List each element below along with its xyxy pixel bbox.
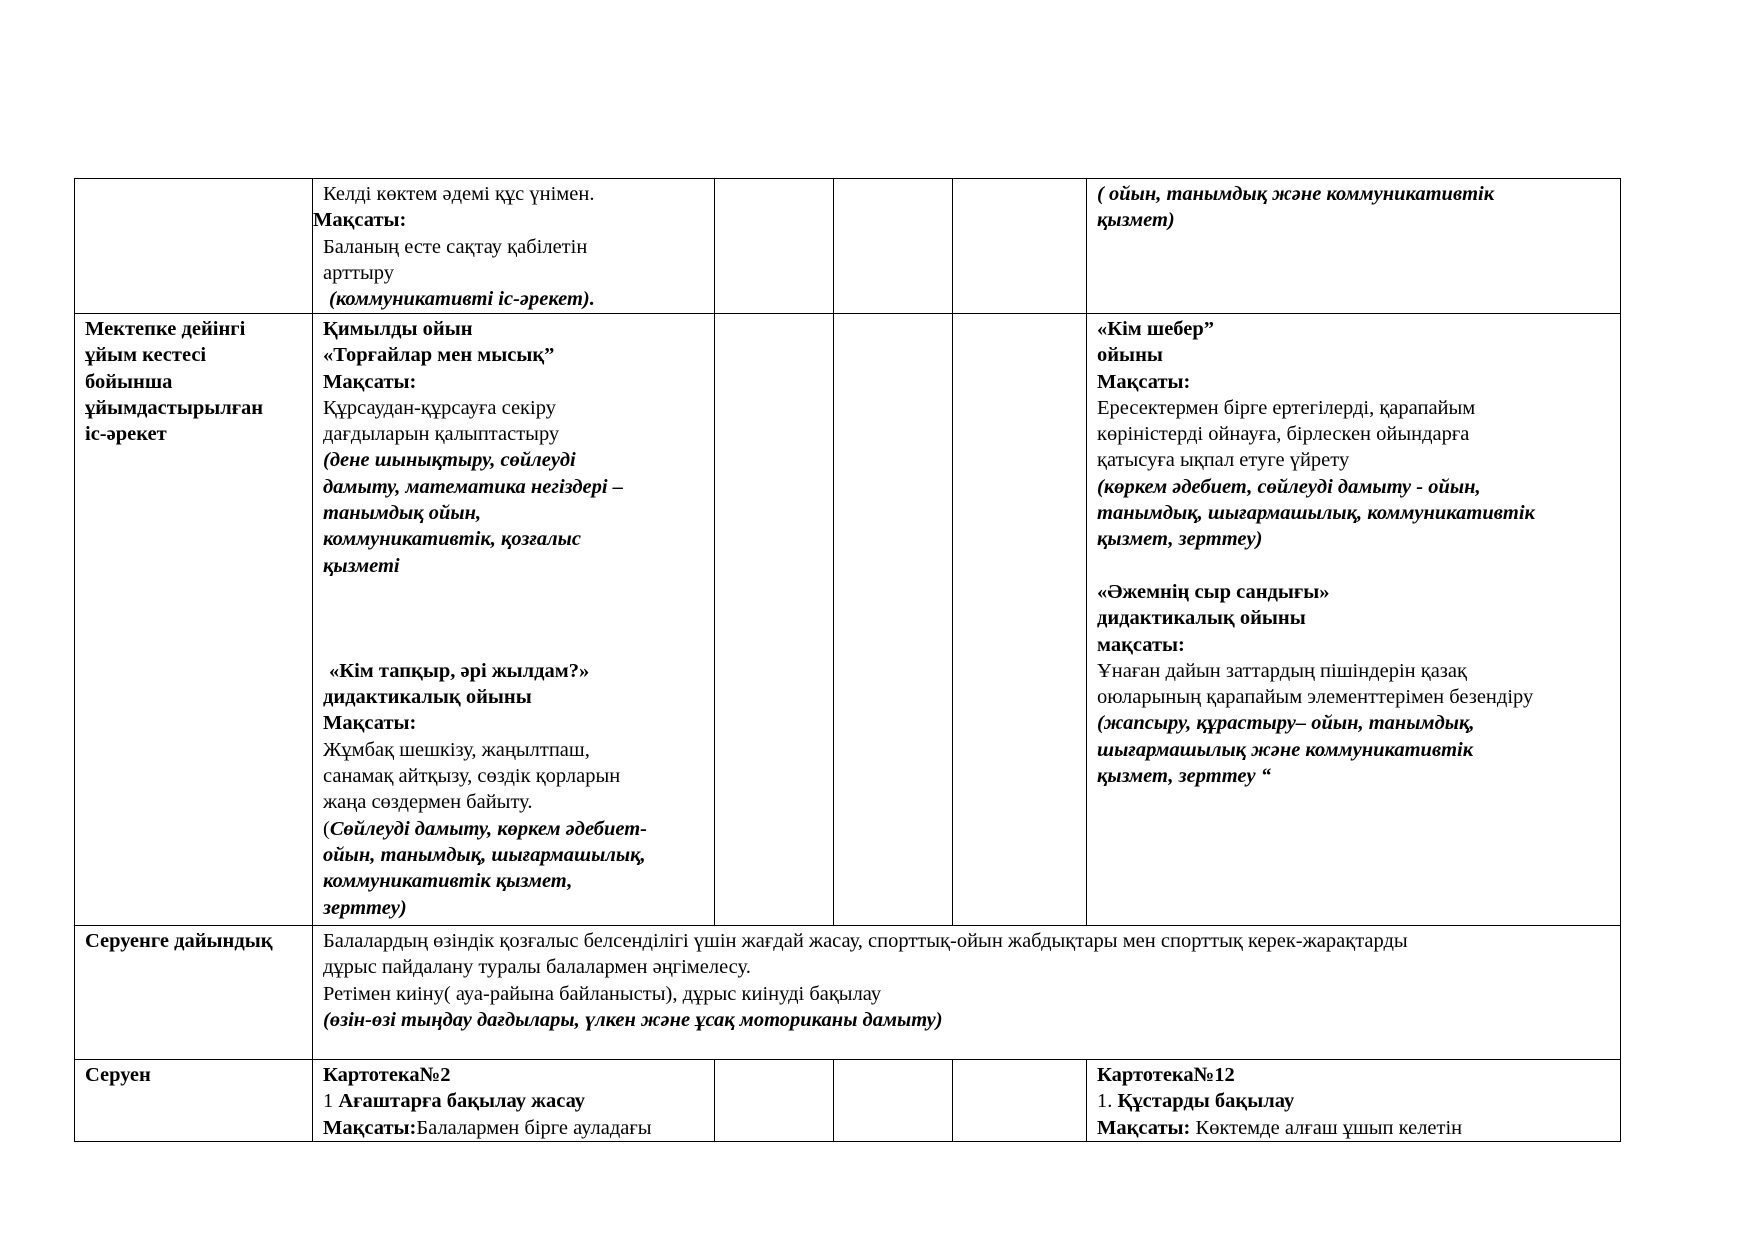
empty-cell xyxy=(715,314,834,926)
body-text: Балалардың өзіндік қозғалыс белсенділігі үшін жағдай жасау, спорттық-ойын жабдықтары мен спорттық керек-жарақтарды xyxy=(323,930,1408,952)
activity-cell xyxy=(1087,314,1621,926)
activity-areas: (дене шынықтыру, сөйлеуді xyxy=(323,449,576,472)
row-label-cell xyxy=(75,1060,313,1142)
goal-line xyxy=(323,1115,704,1141)
goal-line xyxy=(1097,1115,1610,1141)
schedule-table xyxy=(74,178,1621,1142)
empty-cell xyxy=(834,179,953,314)
goal-text: дағдыларын қалыптастыру xyxy=(323,423,560,446)
activity-cell xyxy=(313,314,715,926)
activity-areas: коммуникативтік қызмет, xyxy=(323,870,573,893)
activity-areas: танымдық, шығармашылық, коммуникативтік xyxy=(1097,502,1535,525)
body-text: дұрыс пайдалану туралы балалармен әңгімелесу. xyxy=(323,956,751,979)
row-label-line: іс-әрекет xyxy=(85,423,167,446)
game-title: «Кім тапқыр, әрі жылдам?» xyxy=(329,659,590,682)
goal-text: Көктемде алғаш ұшып келетін xyxy=(1190,1116,1463,1139)
activity-cell xyxy=(1087,179,1621,314)
row-label: Серуен xyxy=(85,1064,151,1086)
activity-areas: (жапсыру, құрастыру– ойын, танымдық, xyxy=(1097,712,1475,735)
empty-cell xyxy=(834,314,953,926)
activity-cell xyxy=(313,1060,715,1142)
game-type: дидактикалық ойыны xyxy=(323,686,532,709)
paren: ( xyxy=(323,817,330,840)
goal-heading: Мақсаты: xyxy=(323,1116,417,1139)
game-title: «Әжемнің сыр сандығы» xyxy=(1097,580,1330,603)
activity-cell xyxy=(1087,1060,1621,1142)
activity-areas: шығармашылық және коммуникативтік xyxy=(1097,738,1474,761)
activity-cell xyxy=(313,179,715,314)
table-row xyxy=(75,314,1621,926)
skills-text: (өзін-өзі тыңдау дағдылары, үлкен және ұсақ моториканы дамыту) xyxy=(323,1008,943,1031)
goal-text: Құрсаудан-құрсауға секіру xyxy=(323,396,556,419)
activity-type: (коммуникативті іс-әрекет). xyxy=(329,288,595,311)
empty-cell xyxy=(834,1060,953,1142)
activity-areas: ойын, танымдық, шығармашылық, xyxy=(323,843,646,866)
goal-text: санамақ айтқызу, сөздік қорларын xyxy=(323,765,621,788)
goal-text: Ұнаған дайын заттардың пішіндерін қазақ xyxy=(1097,659,1467,682)
card-title: Картотека№2 xyxy=(323,1064,451,1086)
goal-heading: Мақсаты: xyxy=(313,209,407,232)
activity-areas: зерттеу) xyxy=(323,896,407,919)
item-number: 1. xyxy=(1097,1090,1118,1113)
goal-text: Жұмбақ шешкізу, жаңылтпаш, xyxy=(323,738,590,761)
goal-heading: Мақсаты: xyxy=(323,370,417,393)
goal-text: қатысуға ықпал етуге үйрету xyxy=(1097,449,1350,472)
item-number: 1 xyxy=(323,1090,339,1113)
game-type: ойыны xyxy=(1097,344,1163,367)
goal-heading: Мақсаты: xyxy=(1097,370,1191,393)
game-title: «Торғайлар мен мысық” xyxy=(323,344,555,367)
row-label-cell xyxy=(75,926,313,1060)
row-label-cell xyxy=(75,179,313,314)
game-type: дидактикалық ойыны xyxy=(1097,607,1306,630)
merged-cell xyxy=(313,926,1621,1060)
table-row xyxy=(75,926,1621,1060)
goal-text: жаңа сөздермен байыту. xyxy=(323,791,533,814)
item-title: Ағаштарға бақылау жасау xyxy=(338,1090,586,1113)
activity-areas: ( ойын, танымдық және коммуникативтік xyxy=(1097,183,1495,205)
goal-text: Ересектермен бірге ертегілерді, қарапайым xyxy=(1097,396,1476,419)
table-row xyxy=(75,179,1621,314)
row-label-line: ұйым кестесі xyxy=(85,344,207,367)
item-title: Құстарды бақылау xyxy=(1117,1090,1295,1113)
activity-areas-line xyxy=(323,816,704,842)
game-type: Қимылды ойын xyxy=(323,318,473,340)
goal-heading: мақсаты: xyxy=(1097,633,1185,656)
empty-cell xyxy=(953,179,1087,314)
goal-text: оюларының қарапайым элементтерімен безендіру xyxy=(1097,686,1534,709)
game-title: «Кім шебер” xyxy=(1097,318,1215,340)
row-label-cell xyxy=(75,314,313,926)
goal-text: Баланың есте сақтау қабілетін xyxy=(323,235,588,258)
activity-areas: қызмет) xyxy=(1097,209,1175,232)
table-row xyxy=(75,1060,1621,1142)
row-label-line: ұйымдастырылған xyxy=(85,396,264,419)
goal-text: көріністерді ойнауға, бірлескен ойындарға xyxy=(1097,423,1470,446)
empty-cell xyxy=(715,179,834,314)
row-label-line: Мектепке дейінгі xyxy=(85,318,246,340)
activity-areas: қызмет, зерттеу “ xyxy=(1097,765,1271,788)
empty-cell xyxy=(953,314,1087,926)
activity-areas: қызметі xyxy=(323,554,400,577)
poem-line: Келді көктем әдемі құс үнімен. xyxy=(323,183,595,205)
empty-cell xyxy=(953,1060,1087,1142)
activity-areas: Сөйлеуді дамыту, көркем әдебиет- xyxy=(329,817,648,840)
body-text: Ретімен киіну( ауа-райына байланысты), дұрыс киінуді бақылау xyxy=(323,982,882,1005)
activity-areas: коммуникативтік, қозғалыс xyxy=(323,528,581,551)
row-label: Серуенге дайындық xyxy=(85,930,273,952)
empty-cell xyxy=(715,1060,834,1142)
activity-areas: дамыту, математика негіздері – xyxy=(323,475,623,498)
goal-heading: Мақсаты: xyxy=(1097,1116,1191,1139)
activity-areas: қызмет, зерттеу) xyxy=(1097,528,1263,551)
goal-text: Балалармен бірге ауладағы xyxy=(416,1116,652,1139)
activity-areas: (көркем әдебиет, сөйлеуді дамыту - ойын, xyxy=(1097,475,1481,498)
goal-text: арттыру xyxy=(323,261,394,284)
observation-item xyxy=(323,1088,704,1114)
row-label-line: бойынша xyxy=(85,370,173,393)
goal-heading: Мақсаты: xyxy=(323,712,417,735)
card-title: Картотека№12 xyxy=(1097,1064,1235,1086)
observation-item xyxy=(1097,1088,1610,1114)
activity-areas: танымдық ойын, xyxy=(323,502,482,525)
